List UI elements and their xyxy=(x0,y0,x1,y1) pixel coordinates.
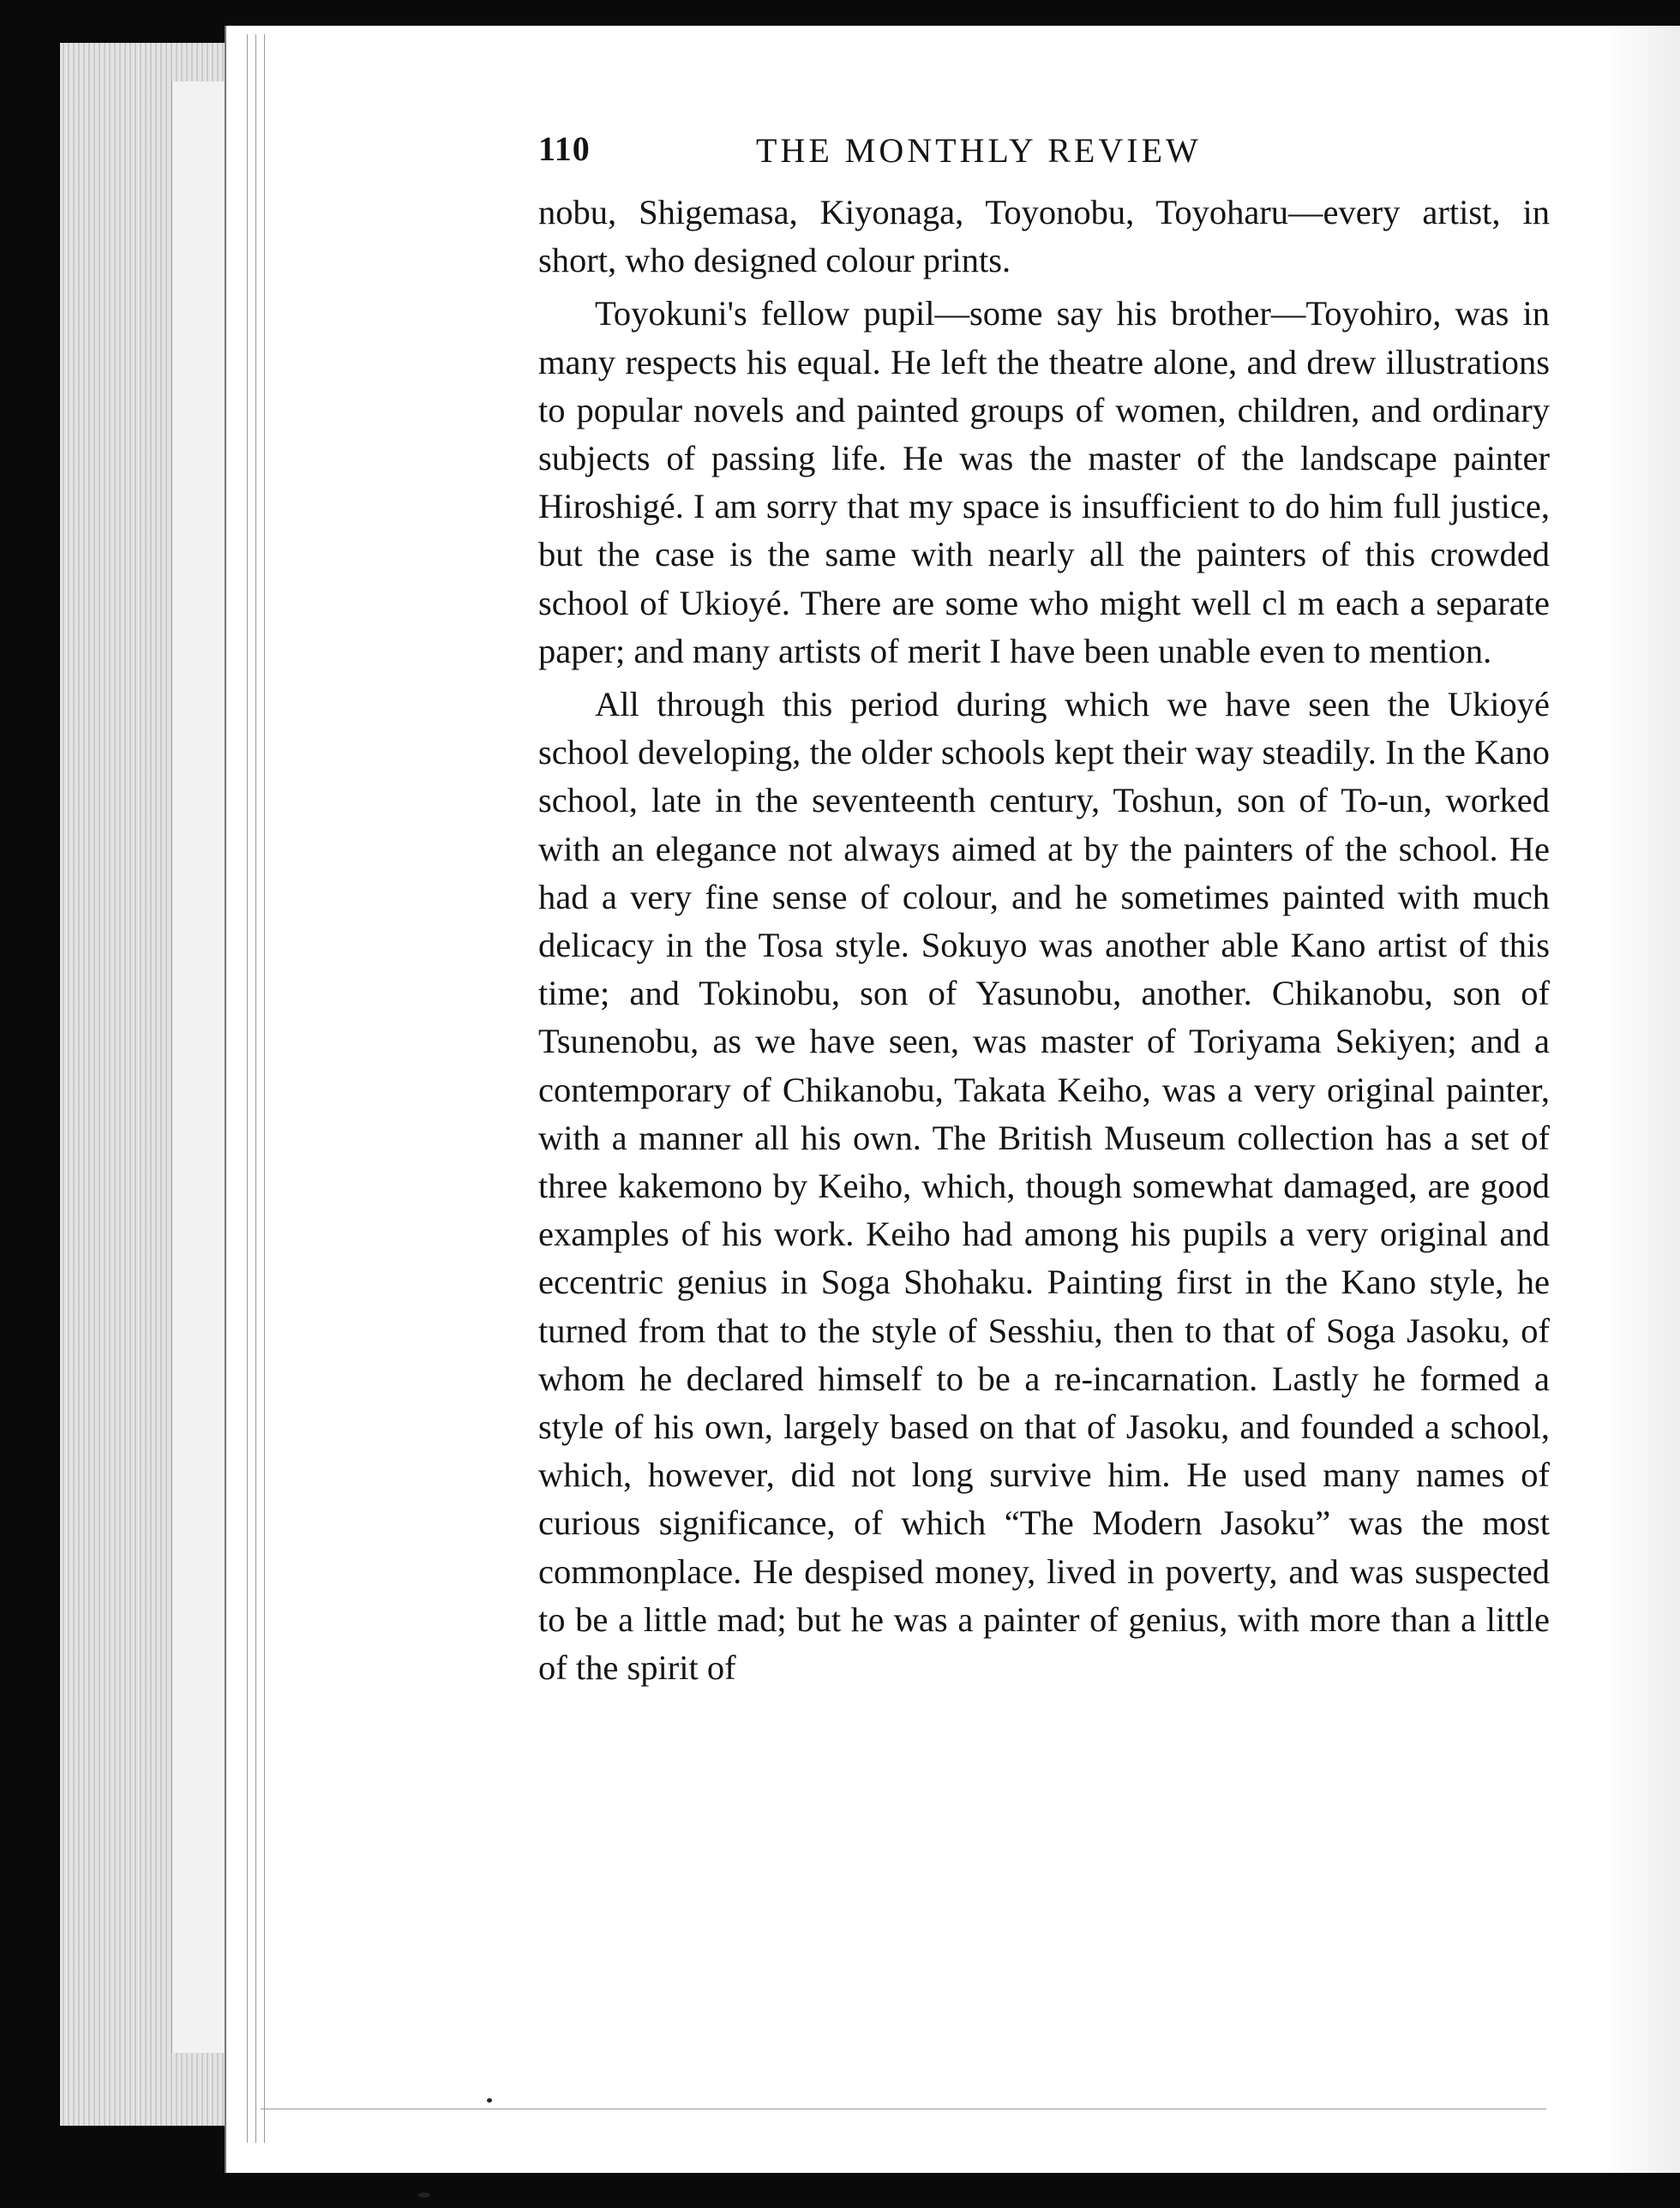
scan-speck xyxy=(418,2193,430,2198)
journal-title: THE MONTHLY REVIEW xyxy=(756,131,1202,170)
paragraph-older-schools: All through this period during which we have seen the Ukioyé school developing, the older schools kept their way steadily. In the Kano school, late in the seventeenth century, Toshun, son of To-un, worked with an elegance not always aimed at by the painters of the school. He had a very fine sense of colour, and he sometimes painted with much delicacy in the Tosa style. Sokuyo was another able Kano artist of this time; and Tokinobu, son of Yasunobu, another. Chikanobu, son of Tsunenobu, as we have seen, was master of Toriyama Sekiyen; and a contemporary of Chikanobu, Takata Keiho, was a very original painter, with a manner all his own. The British Museum collection has a set of three kakemono by Keiho, which, though somewhat damaged, are good examples of his work. Keiho had among his pupils a very original and eccentric genius in Soga Shohaku. Painting first in the Kano style, he turned from that to the style of Sesshiu, then to that of Soga Jasoku, of whom he declared himself to be a re-incarnation. Lastly he formed a style of his own, largely based on that of Jasoku, and founded a school, which, however, did not long survive him. He used many names of curious significance, of which “The Modern Jasoku” was the most commonplace. He despised money, lived in poverty, and was suspected to be a little mad; but he was a painter of genius, with more than a little of the spirit of xyxy=(538,685,1550,1688)
page-edge-line xyxy=(264,34,265,2143)
body-text xyxy=(538,189,1550,1692)
page-edges-inner xyxy=(171,81,224,2053)
page-text xyxy=(538,127,1550,1692)
paragraph-toyohiro: Toyokuni's fellow pupil—some say his brother—Toyohiro, was in many respects his equal. He left the theatre alone, and drew illustrations to popular novels and painted groups of women, children, and ordinary subjects of passing life. He was the master of the landscape painter Hiroshigé. I am sorry that my space is insufficient to do him full justice, but the case is the same with nearly all the painters of this crowded school of Ukioyé. There are some who might well cl m each a separate paper; and many artists of merit I have been unable even to mention. xyxy=(538,294,1550,670)
paragraph-continued: nobu, Shigemasa, Kiyonaga, Toyonobu, Toyoharu—every artist, in short, who designed colour prints. xyxy=(538,193,1550,280)
page-curl-shadow xyxy=(1605,26,1680,2173)
page-edge-line xyxy=(247,34,248,2143)
page-edge-line xyxy=(255,34,256,2143)
scan-speck xyxy=(487,2098,492,2103)
running-head xyxy=(538,127,1550,189)
page-number: 110 xyxy=(538,129,591,168)
